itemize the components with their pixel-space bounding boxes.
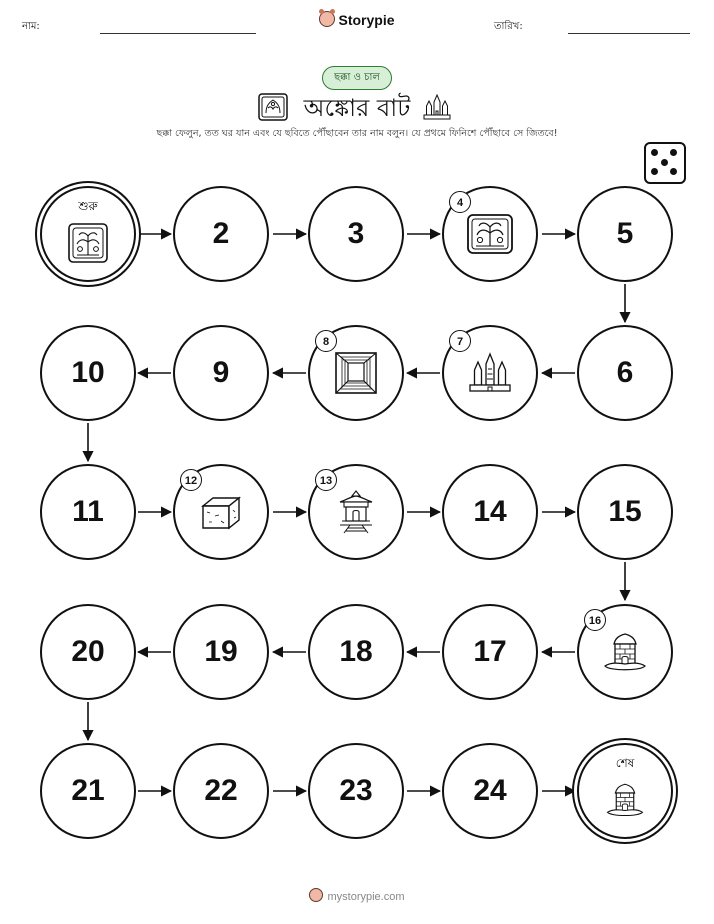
space-8[interactable]: [308, 325, 404, 421]
space-number: 9: [212, 356, 230, 389]
name-label: নাম:: [22, 21, 40, 32]
space-number: 10: [71, 356, 105, 389]
date-label: তারিখ:: [494, 21, 523, 32]
die-five-icon: [644, 142, 686, 184]
space-number: 11: [72, 495, 104, 528]
space-start[interactable]: [40, 186, 136, 282]
brand-name: Storypie: [338, 12, 395, 28]
space-number: 21: [71, 774, 105, 807]
space-number: 5: [616, 217, 634, 250]
space-tag: 16: [584, 609, 606, 631]
space-3[interactable]: [308, 186, 404, 282]
space-number: 23: [339, 774, 373, 807]
space-24[interactable]: [442, 743, 538, 839]
space-finish[interactable]: [577, 743, 673, 839]
space-number: 15: [608, 495, 642, 528]
space-number: 24: [473, 774, 507, 807]
footer: [0, 888, 714, 903]
stone-block-icon: [197, 488, 245, 536]
space-number: 2: [212, 217, 230, 250]
space-13[interactable]: [308, 464, 404, 560]
space-12[interactable]: [173, 464, 269, 560]
carved-relief-icon: [466, 210, 514, 258]
stone-tower-icon: [601, 628, 649, 676]
name-line[interactable]: [100, 33, 256, 34]
storypie-logo-icon: [309, 888, 323, 902]
space-5[interactable]: [577, 186, 673, 282]
space-number: 3: [347, 217, 365, 250]
brand: [0, 11, 714, 28]
space-number: 18: [339, 635, 373, 668]
gateway-pavilion-icon: [332, 488, 380, 536]
space-14[interactable]: [442, 464, 538, 560]
space-10[interactable]: [40, 325, 136, 421]
storypie-logo-icon: [319, 11, 335, 27]
carved-relief-icon: [67, 222, 109, 264]
space-tag: 4: [449, 191, 471, 213]
space-18[interactable]: [308, 604, 404, 700]
space-number: 19: [204, 635, 238, 668]
space-19[interactable]: [173, 604, 269, 700]
space-16[interactable]: [577, 604, 673, 700]
temple-towers-icon: [422, 93, 452, 121]
space-6[interactable]: [577, 325, 673, 421]
space-11[interactable]: [40, 464, 136, 560]
space-21[interactable]: [40, 743, 136, 839]
stone-tower-icon: [604, 779, 646, 821]
space-2[interactable]: [173, 186, 269, 282]
stone-corridor-icon: [332, 349, 380, 397]
space-tag: 13: [315, 469, 337, 491]
space-9[interactable]: [173, 325, 269, 421]
space-number: 20: [71, 635, 105, 668]
footer-url[interactable]: mystorypie.com: [327, 891, 405, 903]
space-22[interactable]: [173, 743, 269, 839]
date-line[interactable]: [568, 33, 690, 34]
finish-label: শেষ: [615, 756, 635, 770]
game-type-badge: ছক্কা ও চাল: [322, 66, 392, 90]
space-4[interactable]: [442, 186, 538, 282]
space-tag: 8: [315, 330, 337, 352]
space-15[interactable]: [577, 464, 673, 560]
space-23[interactable]: [308, 743, 404, 839]
temple-towers-icon: [466, 349, 514, 397]
space-tag: 12: [180, 469, 202, 491]
space-20[interactable]: [40, 604, 136, 700]
space-7[interactable]: [442, 325, 538, 421]
space-tag: 7: [449, 330, 471, 352]
page-title: অঙ্কোর বাট: [303, 94, 411, 122]
space-number: 22: [204, 774, 238, 807]
space-number: 14: [473, 495, 507, 528]
space-number: 17: [473, 635, 507, 668]
space-number: 6: [616, 356, 634, 389]
instructions: ছক্কা ফেলুন, তত ঘর যান এবং যে ছবিতে পৌঁছাবেন তার নাম বলুন। যে প্রথমে ফিনিশে পৌঁছাবে সে জিতবে!: [156, 128, 558, 139]
start-label: শুরু: [78, 199, 98, 213]
space-17[interactable]: [442, 604, 538, 700]
